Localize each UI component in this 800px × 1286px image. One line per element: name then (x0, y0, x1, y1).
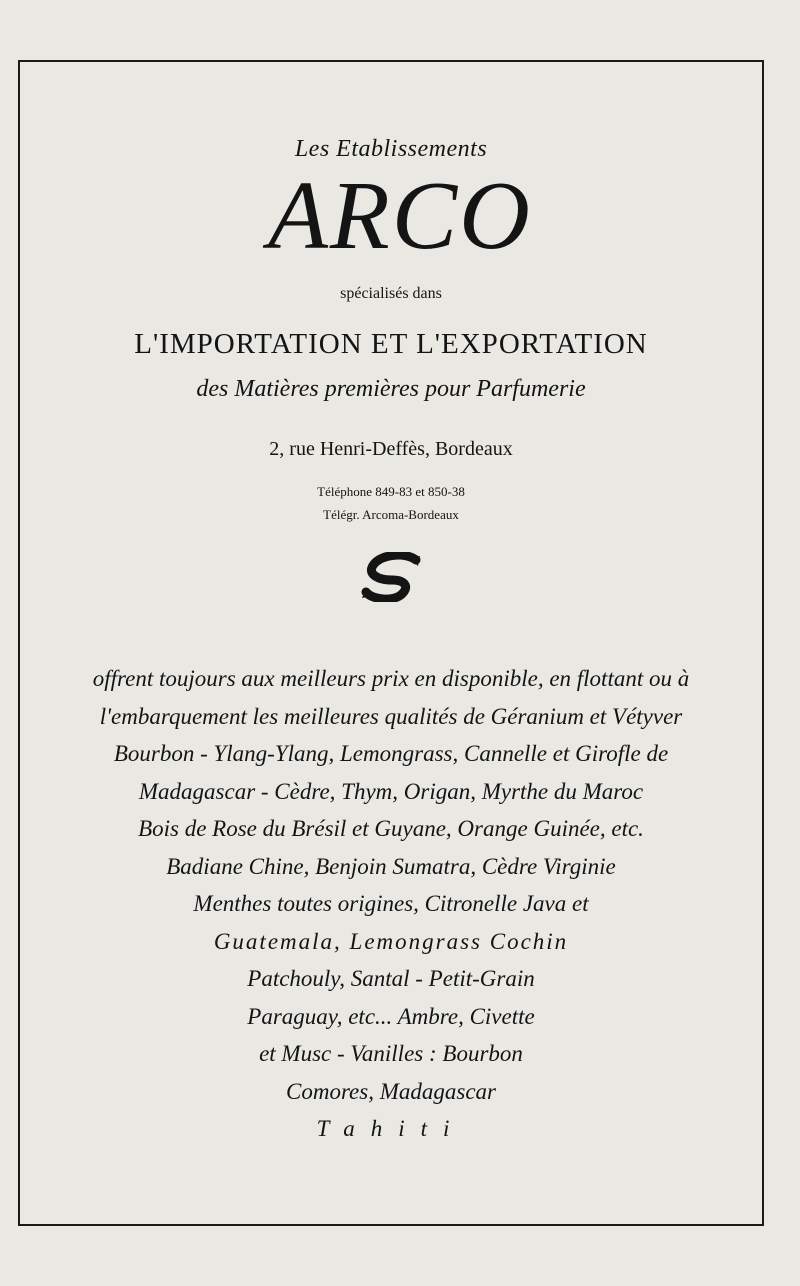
body-line: Patchouly, Santal - Petit-Grain (247, 966, 535, 991)
intro-text: Les Etablissements (294, 136, 488, 162)
address: 2, rue Henri-Deffès, Bordeaux (269, 438, 513, 460)
body-line: Badiane Chine, Benjoin Sumatra, Cèdre Virginie (166, 853, 616, 879)
body-line: Madagascar - Cèdre, Thym, Origan, Myrthe du Maroc (138, 778, 644, 804)
headline: L'IMPORTATION ET L'EXPORTATION (134, 328, 648, 360)
specialized-text: spécialisés dans (340, 285, 442, 302)
telegraph-address: Télégr. Arcoma-Bordeaux (323, 507, 459, 522)
body-line: Menthes toutes origines, Citronelle Java et (193, 891, 589, 916)
body-line: Paraguay, etc... Ambre, Civette (247, 1003, 535, 1029)
phone-numbers: Téléphone 849-83 et 850-38 (317, 484, 465, 499)
body-line: offrent toujours aux meilleurs prix en disponible, en flottant ou à (92, 666, 690, 691)
ornament-s-icon (358, 552, 428, 602)
body-line: Bois de Rose du Brésil et Guyane, Orange Guinée, etc. (138, 816, 644, 841)
body-line: Guatemala, Lemongrass Cochin (213, 928, 569, 954)
brand-name: ARCO (268, 162, 532, 270)
body-line: Bourbon - Ylang-Ylang, Lemongrass, Cannelle et Girofle de (113, 741, 669, 766)
body-line: l'embarquement les meilleures qualités de Géranium et Vétyver (99, 703, 683, 729)
subheadline: des Matières premières pour Parfumerie (196, 376, 586, 402)
body-line: Tahiti (316, 1116, 466, 1141)
body-line: et Musc - Vanilles : Bourbon (259, 1041, 523, 1066)
product-list (18, 660, 764, 1148)
body-line: Comores, Madagascar (286, 1078, 496, 1104)
